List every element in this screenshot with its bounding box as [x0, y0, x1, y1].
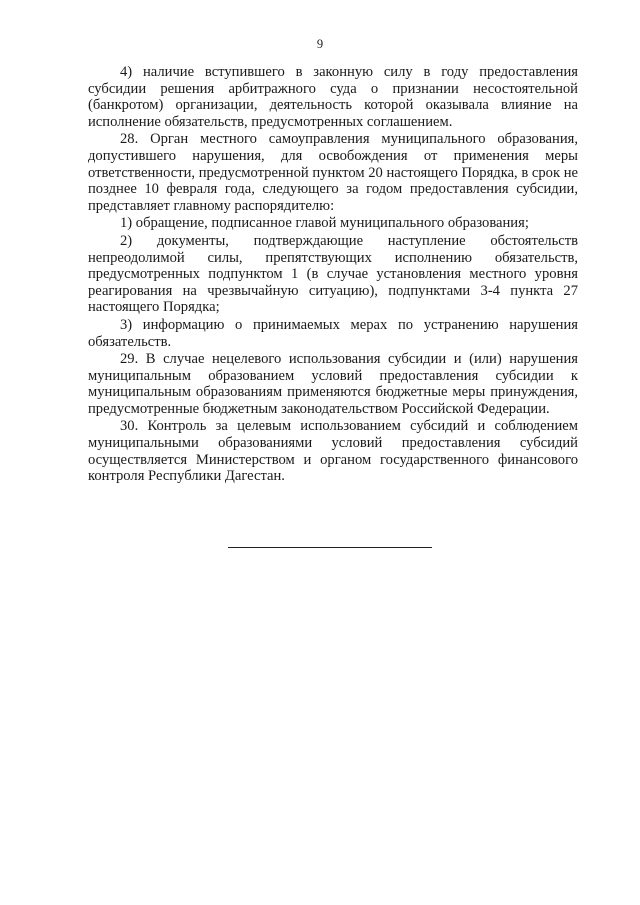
closing-divider — [228, 547, 432, 548]
page-number: 9 — [316, 37, 324, 51]
paragraph-item-4-condition: 4) наличие вступившего в законную силу в году предоставления субсидии решения арбитражного суда о признании несостоятельной (банкротом) организации, деятельность которой оказывала влияние на исполнение обязательств, предусмотренных соглашением. — [88, 64, 578, 130]
paragraph-28-item-3: 3) информацию о принимаемых мерах по устранению нарушения обязательств. — [88, 316, 578, 350]
paragraph-28-item-1: 1) обращение, подписанное главой муниципального образования; — [120, 215, 529, 232]
paragraph-30: 30. Контроль за целевым использованием субсидий и соблюдением муниципальными образованиями условий предоставления субсидий осуществляется Министерством и органом государственного финансового контроля Республики Дагестан. — [88, 418, 578, 485]
document-body — [88, 64, 578, 486]
paragraph-28-item-2: 2) документы, подтверждающие наступление обстоятельств непреодолимой силы, препятствующих исполнению обязательств, предусмотренных подпунктом 1 (в случае установления местного уровня реагирования на чрезвычайную ситуацию), подпунктами 3-4 пункта 27 настоящего Порядка; — [88, 232, 578, 316]
paragraph-29: 29. В случае нецелевого использования субсидии и (или) нарушения муниципальным образованием условий предоставления субсидии к муниципальным образованиям применяются бюджетные меры принуждения, предусмотренные бюджетным законодательством Российской Федерации. — [88, 351, 578, 417]
paragraph-28: 28. Орган местного самоуправления муниципального образования, допустившего нарушения, для освобождения от применения меры ответственности, предусмотренной пунктом 20 настоящего Порядка, в срок не позднее 10 февраля года, следующего за годом предоставления субсидии, представляет главному распорядителю: — [88, 131, 578, 214]
